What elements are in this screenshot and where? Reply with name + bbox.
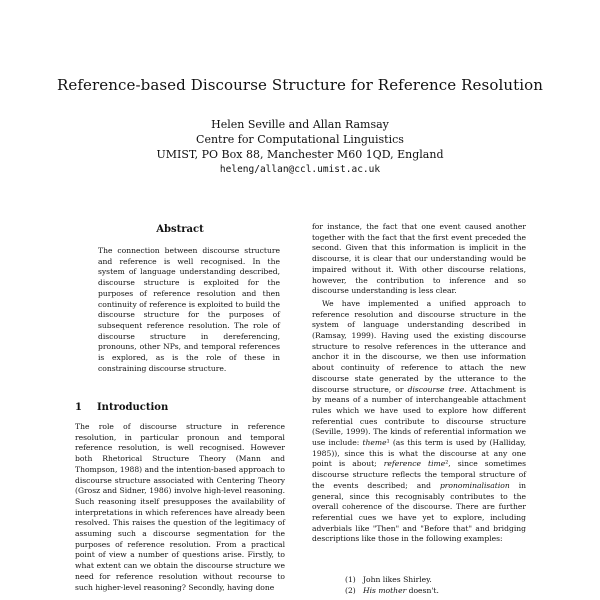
abstract-heading: Abstract	[156, 224, 204, 235]
abstract-text: The connection between discourse structure and reference is well recognised. In the system of language understanding described, discourse structure is exploited for the purposes of reference resolution and then continuity of reference is exploited to build the discourse structure for the purposes of subsequent reference resolution. The role of discourse structure in dereferencing, pronouns, other NPs, and temporal references is explored, as is the role of these in constraining discourse structure.	[98, 246, 280, 373]
author-affiliation: Centre for Computational Linguistics	[196, 133, 404, 146]
author-block	[0, 117, 600, 177]
example-1: (1) John likes Shirley.	[345, 575, 432, 584]
paper-title: Reference-based Discourse Structure for Reference Resolution	[56, 76, 544, 94]
right-paragraph-2: We have implemented a unified approach to reference resolution and discourse structure in the system of language understanding described in (Ramsay, 1999). Having used the existing discourse structure to resolve references in the utterance and anchor it in the discourse, we then use information about continuity of reference to attach the new discourse state generated by the utterance to the discourse structure, or discourse tree. Attachment is by means of a number of interchangeable attachment rules which we have used to explore how different referential cues contribute to discourse structure (Seville, 1999). The kinds of referential information we use include: theme¹ (as this term is used by (Halliday, 1985)), since this is what the discourse at any one point is about; reference time², since sometimes discourse structure reflects the temporal structure of the events described; and pronominalisation in general, since this recognisably contributes to the overall coherence of the discourse. There are further referential cues we have yet to explore, including adverbials like "Then" and "Before that" and bridging descriptions like those in the following examples:	[312, 298, 527, 544]
examples-list	[345, 575, 525, 596]
section-number: 1	[75, 402, 82, 413]
example-2: (2) His mother doesn't.	[345, 585, 439, 595]
right-paragraph-1: for instance, the fact that one event caused another together with the fact that the first event preceded the second. Given that this information is implicit in the discourse, it is clear that our understanding would be impaired without it. With other discourse relations, however, the contribution to inference and so discourse understanding is less clear.	[312, 222, 526, 296]
right-column	[312, 222, 526, 545]
author-email: heleng/allan@ccl.umist.ac.uk	[219, 164, 381, 175]
introduction-text: The role of discourse structure in reference resolution, in particular pronoun and temporal reference resolution, is well recognised. However both Rhetorical Structure Theory (Mann and Thompson, 1988) and the intention-based approach to discourse structure associated with Centering Theory (Grosz and Sidner, 1986) involve high-level reasoning. Such reasoning itself presupposes the availability of interpretations in which references have already been resolved. This raises the question of the legitimacy of assuming such a discourse segmentation for the purposes of reference resolution. From a practical point of view a number of questions arise. Firstly, to what extent can we obtain the discourse structure we need for reference resolution without recourse to such higher-level reasoning? Secondly, having done	[75, 422, 285, 592]
author-address: UMIST, PO Box 88, Manchester M60 1QD, England	[156, 148, 444, 161]
section-title: Introduction	[97, 402, 169, 413]
section-heading	[75, 402, 285, 413]
author-names: Helen Seville and Allan Ramsay	[211, 118, 389, 131]
